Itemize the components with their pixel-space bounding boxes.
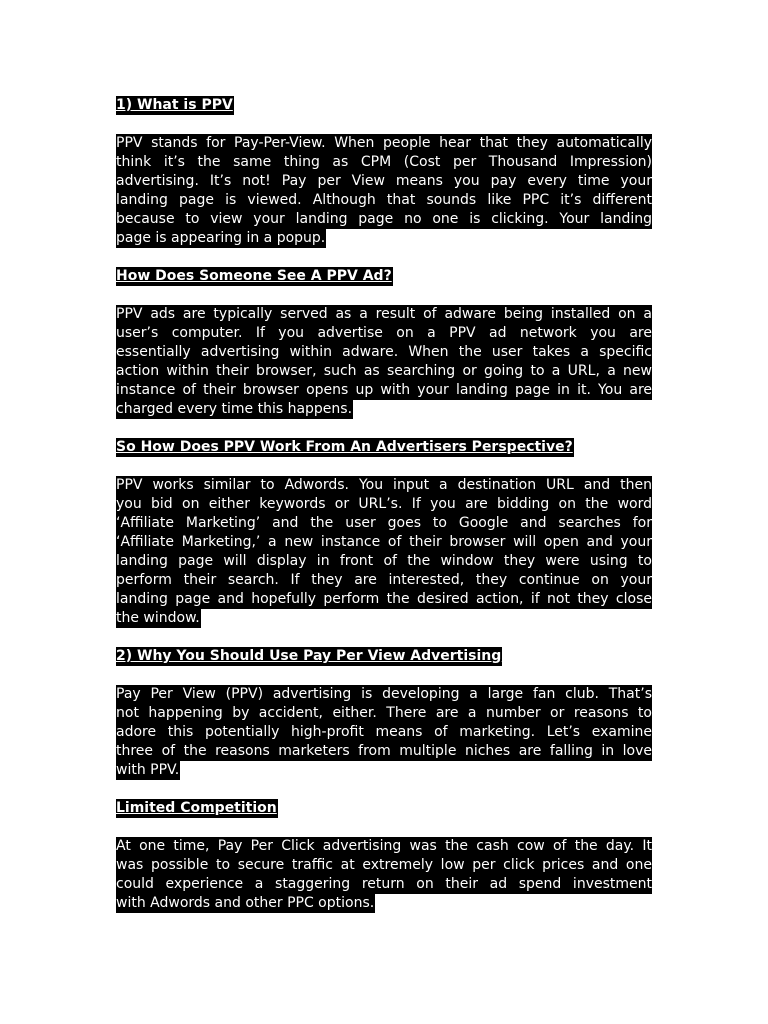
paragraph-line: could experience a staggering return on their ad spend investment <box>116 876 652 892</box>
paragraph-line: because to view your landing page no one is clicking. Your landing <box>116 211 652 227</box>
paragraph-line: you bid on either keywords or URL’s. If you are bidding on the word <box>116 496 652 512</box>
paragraph-line: three of the reasons marketers from multiple niches are falling in love <box>116 743 652 759</box>
paragraph-line: essentially advertising within adware. When the user takes a specific <box>116 344 652 360</box>
paragraph-line: think it’s the same thing as CPM (Cost per Thousand Impression) <box>116 154 652 170</box>
paragraph-line: At one time, Pay Per Click advertising was the cash cow of the day. It <box>116 838 652 854</box>
paragraph-line: advertising. It’s not! Pay per View means you pay every time your <box>116 173 652 189</box>
section-paragraph <box>116 837 652 913</box>
section-paragraph <box>116 305 652 419</box>
paragraph-line: was possible to secure traffic at extremely low per click prices and one <box>116 857 652 873</box>
paragraph-line: PPV ads are typically served as a result of adware being installed on a <box>116 306 652 322</box>
paragraph-line: perform their search. If they are interested, they continue on your <box>116 572 652 588</box>
section-heading: How Does Someone See A PPV Ad? <box>116 268 392 284</box>
paragraph-line: ‘Affiliate Marketing,’ a new instance of their browser will open and your <box>116 534 652 550</box>
section-heading: 1) What is PPV <box>116 97 233 113</box>
section-what-is-ppv <box>116 96 652 248</box>
paragraph-line: action within their browser, such as searching or going to a URL, a new <box>116 363 652 379</box>
paragraph-line: PPV works similar to Adwords. You input a destination URL and then <box>116 477 652 493</box>
paragraph-line: user’s computer. If you advertise on a PPV ad network you are <box>116 325 652 341</box>
paragraph-line: not happening by accident, either. There are a number or reasons to <box>116 705 652 721</box>
section-limited-competition <box>116 799 652 913</box>
section-heading: So How Does PPV Work From An Advertisers Perspective? <box>116 439 573 455</box>
paragraph-line: page is appearing in a popup. <box>116 230 326 246</box>
paragraph-line: the window. <box>116 610 200 626</box>
paragraph-line: adore this potentially high-profit means of marketing. Let’s examine <box>116 724 652 740</box>
paragraph-line: ‘Affiliate Marketing’ and the user goes to Google and searches for <box>116 515 652 531</box>
section-paragraph <box>116 134 652 248</box>
paragraph-line: with Adwords and other PPC options. <box>116 895 375 911</box>
paragraph-line: instance of their browser opens up with your landing page in it. You are <box>116 382 652 398</box>
section-heading: Limited Competition <box>116 800 277 816</box>
document-page <box>116 96 652 932</box>
paragraph-line: with PPV. <box>116 762 180 778</box>
paragraph-line: landing page and hopefully perform the desired action, if not they close <box>116 591 652 607</box>
paragraph-line: landing page will display in front of the window they were using to <box>116 553 652 569</box>
paragraph-line: charged every time this happens. <box>116 401 353 417</box>
section-why-use-ppv <box>116 647 652 780</box>
section-paragraph <box>116 685 652 780</box>
paragraph-line: landing page is viewed. Although that sounds like PPC it’s different <box>116 192 652 208</box>
section-heading: 2) Why You Should Use Pay Per View Advertising <box>116 648 502 664</box>
paragraph-line: PPV stands for Pay-Per-View. When people hear that they automatically <box>116 135 652 151</box>
section-advertiser-perspective <box>116 438 652 628</box>
section-how-see-ppv-ad <box>116 267 652 419</box>
paragraph-line: Pay Per View (PPV) advertising is developing a large fan club. That’s <box>116 686 652 702</box>
section-paragraph <box>116 476 652 628</box>
